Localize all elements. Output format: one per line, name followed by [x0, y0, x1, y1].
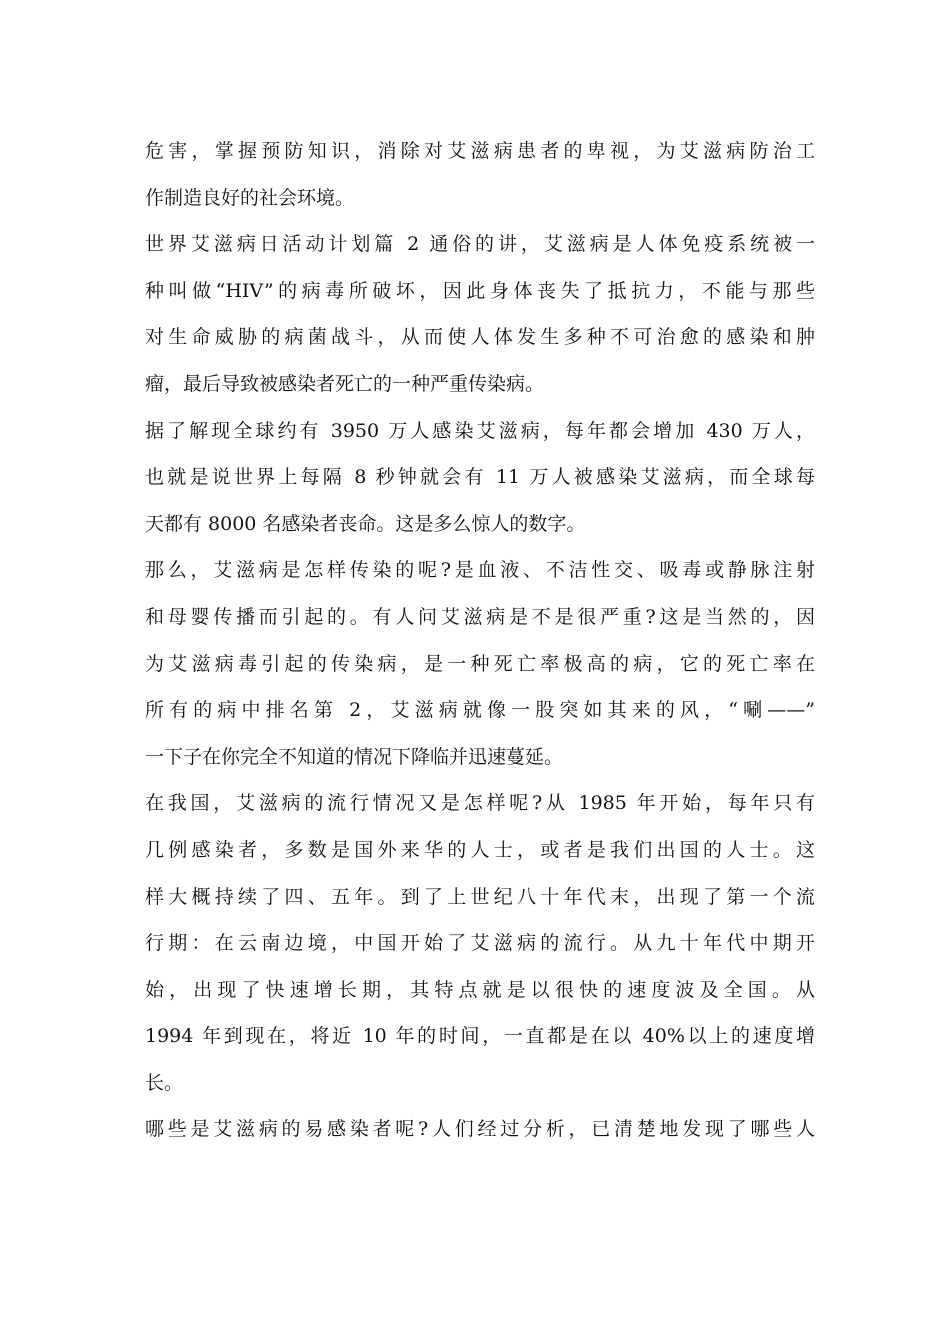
text-line: 长。	[145, 1071, 184, 1094]
text-line: 始，出现了快速增长期，其特点就是以很快的速度波及全国。从	[145, 978, 815, 1001]
text-line: 和母婴传播而引起的。有人问艾滋病是不是很严重?这是当然的，因	[145, 605, 815, 628]
text-line: 瘤，最后导致被感染者死亡的一种严重传染病。	[145, 372, 545, 395]
text-line: 样大概持续了四、五年。到了上世纪八十年代末，出现了第一个流	[145, 885, 815, 908]
text-line: 那么，艾滋病是怎样传染的呢?是血液、不洁性交、吸毒或静脉注射	[145, 559, 815, 582]
text-line: 1994 年到现在，将近 10 年的时间，一直都是在以 40%以上的速度增	[145, 1025, 815, 1048]
text-line: 所有的病中排名第 2，艾滋病就像一股突如其来的风，“唰——”	[145, 699, 815, 722]
text-line: 世界艾滋病日活动计划篇 2 通俗的讲，艾滋病是人体免疫系统被一	[145, 233, 815, 256]
text-line: 对生命威胁的病菌战斗，从而使人体发生多种不可治愈的感染和肿	[145, 326, 815, 349]
document-body	[145, 128, 815, 1153]
text-line: 据了解现全球约有 3950 万人感染艾滋病，每年都会增加 430 万人，	[145, 419, 815, 442]
text-line: 也就是说世界上每隔 8 秒钟就会有 11 万人被感染艾滋病，而全球每	[145, 466, 815, 489]
text-line: 为艾滋病毒引起的传染病，是一种死亡率极高的病，它的死亡率在	[145, 652, 815, 675]
text-line: 几例感染者，多数是国外来华的人士，或者是我们出国的人士。这	[145, 838, 815, 861]
text-line: 种叫做“HIV”的病毒所破坏，因此身体丧失了抵抗力，不能与那些	[145, 279, 815, 302]
text-line: 危害，掌握预防知识，消除对艾滋病患者的卑视，为艾滋病防治工	[145, 140, 815, 162]
text-line: 哪些是艾滋病的易感染者呢?人们经过分析，已清楚地发现了哪些人	[145, 1118, 815, 1141]
text-line: 行期：在云南边境，中国开始了艾滋病的流行。从九十年代中期开	[145, 932, 815, 955]
text-line: 一下子在你完全不知道的情况下降临并迅速蔓延。	[145, 745, 564, 768]
text-line: 天都有 8000 名感染者丧命。这是多么惊人的数字。	[145, 512, 586, 535]
text-line: 在我国，艾滋病的流行情况又是怎样呢?从 1985 年开始，每年只有	[145, 792, 815, 815]
text-line: 作制造良好的社会环境。	[145, 186, 355, 209]
